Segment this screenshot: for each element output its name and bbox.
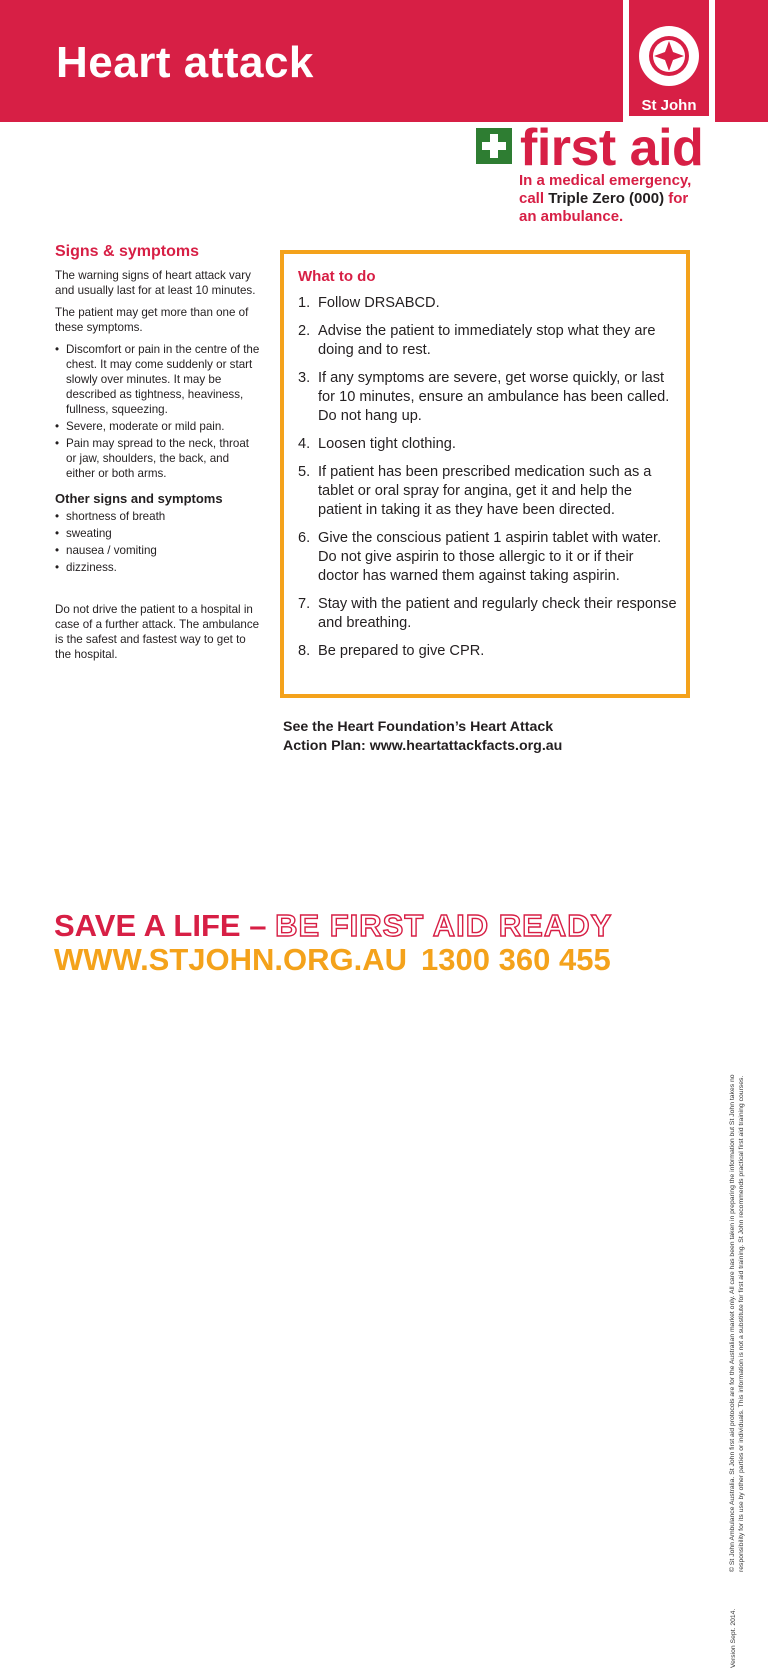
contact-line [54, 944, 611, 976]
plan-line-1: See the Heart Foundation’s Heart Attack [283, 719, 554, 735]
emergency-for-word: for [668, 190, 689, 207]
step-item [298, 369, 678, 426]
sign-item: • Severe, moderate or mild pain. [55, 419, 260, 434]
step-number: 1. [298, 295, 311, 311]
what-to-do-box [280, 250, 690, 698]
save-a-life-slogan [54, 910, 612, 942]
signs-section [55, 244, 260, 669]
header-banner [0, 0, 768, 122]
st-john-logo [623, 0, 715, 122]
plan-line-2: Action Plan: www.heartattackfacts.org.au [283, 738, 563, 754]
other-signs-heading: Other signs and symptoms [55, 491, 223, 506]
step-number: 7. [298, 596, 311, 612]
slogan-dash: – [240, 908, 276, 943]
steps-list [298, 294, 678, 670]
step-number: 4. [298, 436, 311, 452]
signs-list [55, 342, 260, 481]
step-item [298, 463, 678, 520]
step-text: Be prepared to give CPR. [318, 643, 485, 659]
sign-item: • Pain may spread to the neck, throat or jaw, shoulders, the back, and either or both arms. [55, 436, 260, 481]
step-number: 2. [298, 323, 311, 339]
emergency-notice [519, 172, 719, 226]
step-item [298, 595, 678, 633]
emergency-call-word: call [519, 190, 545, 207]
signs-intro: The warning signs of heart attack vary and usually last for at least 10 minutes. [55, 269, 256, 297]
emergency-line-1: In a medical emergency, [519, 172, 692, 189]
step-text: Follow DRSABCD. [318, 295, 440, 311]
st-john-cross-emblem-icon [637, 24, 701, 88]
logo-name: St John [641, 97, 697, 114]
step-item [298, 294, 678, 313]
emergency-number: Triple Zero (000) [548, 190, 665, 207]
step-item [298, 322, 678, 360]
other-sign-item: • nausea / vomiting [55, 543, 260, 558]
signs-intro-2: The patient may get more than one of these symptoms. [55, 306, 249, 334]
heart-foundation-plan [283, 718, 703, 756]
other-signs-list [55, 509, 260, 575]
step-text: Stay with the patient and regularly check their response and breathing. [318, 596, 677, 631]
side-legal-text [728, 248, 764, 1668]
page-title: Heart attack [56, 38, 314, 87]
step-text: Advise the patient to immediately stop what they are doing and to rest. [318, 323, 656, 358]
website-link[interactable]: WWW.STJOHN.ORG.AU [54, 942, 408, 977]
version-text: Version Sept. 2014. [730, 1608, 737, 1668]
hospital-note: Do not drive the patient to a hospital in case of a further attack. The ambulance is the safest and fastest way to get to the hospital. [55, 603, 260, 661]
step-number: 6. [298, 530, 311, 546]
step-item [298, 435, 678, 454]
emergency-line-3: an ambulance. [519, 208, 624, 225]
other-sign-item: • dizziness. [55, 560, 260, 575]
step-item [298, 642, 678, 661]
step-number: 8. [298, 643, 311, 659]
step-number: 3. [298, 370, 311, 386]
other-sign-item: • shortness of breath [55, 509, 260, 524]
phone-number[interactable]: 1300 360 455 [421, 942, 611, 977]
other-sign-item: • sweating [55, 526, 260, 541]
step-text: Loosen tight clothing. [318, 436, 456, 452]
copyright-line-1: © St John Ambulance Australia. St John first aid protocols are for the Australian market only. All care has been taken in preparing the information but St John takes no [729, 1074, 736, 1572]
step-item [298, 529, 678, 586]
step-text: Give the conscious patient 1 aspirin tablet with water. Do not give aspirin to those allergic to it or if their doctor has warned them against taking aspirin. [318, 530, 662, 584]
sign-item: • Discomfort or pain in the centre of the chest. It may come suddenly or start slowly over minutes. It may be described as tightness, heaviness, fullness, squeezing. [55, 342, 260, 417]
save-a-life-text: SAVE A LIFE [54, 908, 241, 943]
first-aid-cross-icon [476, 128, 512, 164]
step-text: If any symptoms are severe, get worse quickly, or last for 10 minutes, ensure an ambulance has been called. Do not hang up. [318, 370, 670, 424]
first-aid-label: first aid [520, 119, 704, 177]
copyright-line-2: responsibility for its use by other parties or individuals. This information is not a substitute for first aid training. St John recommends practical first aid training courses. [738, 1075, 745, 1572]
signs-heading: Signs & symptoms [55, 243, 200, 260]
be-first-aid-ready-text: BE FIRST AID READY [275, 908, 613, 943]
what-to-do-heading: What to do [298, 268, 376, 285]
step-text: If patient has been prescribed medication such as a tablet or oral spray for angina, get it and help the patient in taking it as they have been directed. [318, 464, 652, 518]
step-number: 5. [298, 464, 311, 480]
